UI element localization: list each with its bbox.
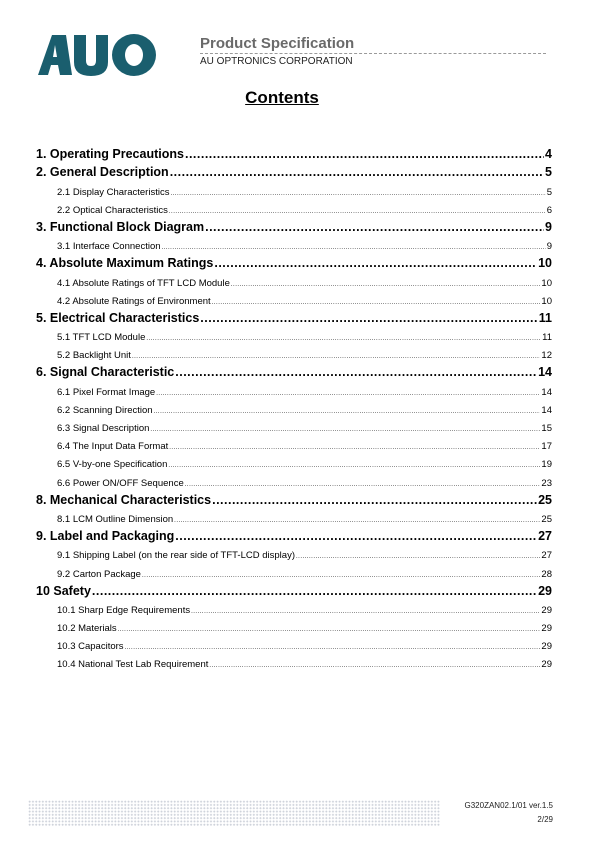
toc-entry-page: 5 xyxy=(545,165,552,180)
toc-dot-leader xyxy=(132,350,540,361)
toc-subsection-entry[interactable] xyxy=(36,470,552,488)
toc-entry-title: 2.2 Optical Characteristics xyxy=(57,204,168,216)
toc-section-entry[interactable] xyxy=(36,361,552,379)
toc-entry-title: 6.2 Scanning Direction xyxy=(57,404,153,416)
toc-entry-title: 4. Absolute Maximum Ratings xyxy=(36,256,214,271)
toc-entry-page: 29 xyxy=(541,623,552,635)
toc-entry-page: 9 xyxy=(545,219,552,234)
toc-entry-title: 10.1 Sharp Edge Requirements xyxy=(57,604,191,616)
toc-dot-leader xyxy=(146,332,541,343)
toc-entry-title: 6.1 Pixel Format Image xyxy=(57,386,156,398)
toc-dot-leader xyxy=(212,296,541,307)
toc-dot-leader xyxy=(209,659,540,670)
toc-dot-leader xyxy=(191,605,540,616)
toc-entry-title: 6. Signal Characteristic xyxy=(36,365,175,380)
toc-entry-title: 8. Mechanical Characteristics xyxy=(36,492,212,507)
toc-entry-title: 5. Electrical Characteristics xyxy=(36,310,200,325)
toc-entry-page: 11 xyxy=(542,332,552,344)
toc-subsection-entry[interactable] xyxy=(36,270,552,288)
toc-dot-leader xyxy=(185,147,544,161)
toc-section-entry[interactable] xyxy=(36,580,552,598)
toc-subsection-entry[interactable] xyxy=(36,325,552,343)
toc-entry-page: 4 xyxy=(545,147,552,162)
toc-subsection-entry[interactable] xyxy=(36,652,552,670)
toc-entry-title: 5.1 TFT LCD Module xyxy=(57,332,146,344)
toc-subsection-entry[interactable] xyxy=(36,234,552,252)
toc-subsection-entry[interactable] xyxy=(36,398,552,416)
toc-entry-title: 1. Operating Precautions xyxy=(36,147,184,162)
toc-entry-title: 3.1 Interface Connection xyxy=(57,241,161,253)
header-title: Product Specification xyxy=(200,35,355,52)
toc-dot-leader xyxy=(92,584,537,598)
toc-dot-leader xyxy=(200,311,537,325)
toc-dot-leader xyxy=(162,241,546,252)
toc-entry-title: 10.2 Materials xyxy=(57,623,117,635)
footer-doc-id: G320ZAN02.1/01 ver.1.5 xyxy=(464,801,553,810)
toc-dot-leader xyxy=(170,187,545,198)
toc-entry-page: 5 xyxy=(546,186,552,198)
toc-entry-title: 9.2 Carton Package xyxy=(57,568,141,580)
toc-dot-leader xyxy=(231,278,541,289)
toc-subsection-entry[interactable] xyxy=(36,198,552,216)
toc-subsection-entry[interactable] xyxy=(36,379,552,397)
toc-entry-title: 2. General Description xyxy=(36,165,169,180)
toc-entry-page: 14 xyxy=(541,404,552,416)
toc-entry-page: 27 xyxy=(541,550,552,562)
toc-entry-page: 19 xyxy=(541,459,552,471)
toc-dot-leader xyxy=(150,423,540,434)
toc-subsection-entry[interactable] xyxy=(36,434,552,452)
toc-entry-title: 10.4 National Test Lab Requirement xyxy=(57,659,209,671)
toc-entry-page: 29 xyxy=(541,641,552,653)
footer-dot-band xyxy=(28,800,440,826)
toc-subsection-entry[interactable] xyxy=(36,598,552,616)
header-company: AU OPTRONICS CORPORATION xyxy=(200,56,353,67)
toc-entry-page: 15 xyxy=(541,423,552,434)
toc-section-entry[interactable] xyxy=(36,143,552,161)
toc-entry-title: 9.1 Shipping Label (on the rear side of TFT-LCD display) xyxy=(57,550,295,562)
toc-subsection-entry[interactable] xyxy=(36,507,552,525)
toc-section-entry[interactable] xyxy=(36,525,552,543)
toc-entry-page: 25 xyxy=(541,513,552,525)
toc-subsection-entry[interactable] xyxy=(36,543,552,561)
toc-entry-title: 4.2 Absolute Ratings of Environment xyxy=(57,295,211,307)
toc-entry-title: 10 Safety xyxy=(36,583,91,598)
toc-entry-page: 6 xyxy=(546,204,552,216)
toc-entry-page: 12 xyxy=(541,350,552,362)
toc-section-entry[interactable] xyxy=(36,161,552,179)
toc-entry-page: 14 xyxy=(541,386,552,398)
toc-entry-page: 11 xyxy=(538,310,552,325)
page-title: Contents xyxy=(245,88,319,107)
toc-section-entry[interactable] xyxy=(36,252,552,270)
toc-dot-leader xyxy=(169,441,540,452)
toc-subsection-entry[interactable] xyxy=(36,452,552,470)
toc-dot-leader xyxy=(169,205,546,216)
toc-dot-leader xyxy=(175,529,537,543)
toc-section-entry[interactable] xyxy=(36,489,552,507)
toc-dot-leader xyxy=(170,165,544,179)
header-divider xyxy=(200,53,546,54)
toc-section-entry[interactable] xyxy=(36,307,552,325)
toc-entry-title: 3. Functional Block Diagram xyxy=(36,219,205,234)
toc-subsection-entry[interactable] xyxy=(36,561,552,579)
toc-entry-title: 4.1 Absolute Ratings of TFT LCD Module xyxy=(57,277,230,289)
footer-page-number: 2/29 xyxy=(537,815,553,824)
toc-subsection-entry[interactable] xyxy=(36,179,552,197)
toc-entry-page: 23 xyxy=(541,477,552,489)
toc-entry-page: 25 xyxy=(538,492,552,507)
toc-dot-leader xyxy=(205,220,544,234)
toc-entry-page: 10 xyxy=(541,295,552,307)
toc-dot-leader xyxy=(118,623,541,634)
toc-dot-leader xyxy=(174,514,540,525)
toc-dot-leader xyxy=(156,387,540,398)
auo-logo-mark xyxy=(38,33,158,77)
toc-entry-title: 10.3 Capacitors xyxy=(57,641,124,653)
toc-entry-page: 17 xyxy=(541,441,552,453)
toc-entry-page: 29 xyxy=(541,659,552,671)
toc-entry-title: 8.1 LCM Outline Dimension xyxy=(57,513,174,525)
toc-entry-page: 29 xyxy=(538,583,552,598)
toc-entry-page: 10 xyxy=(538,256,552,271)
toc-dot-leader xyxy=(212,493,537,507)
toc-dot-leader xyxy=(154,405,541,416)
toc-section-entry[interactable] xyxy=(36,216,552,234)
toc-dot-leader xyxy=(175,365,537,379)
toc-dot-leader xyxy=(125,641,541,652)
toc-entry-title: 9. Label and Packaging xyxy=(36,529,175,544)
toc-subsection-entry[interactable] xyxy=(36,343,552,361)
auo-logo xyxy=(38,33,158,77)
toc-dot-leader xyxy=(142,569,540,580)
toc-entry-page: 29 xyxy=(541,604,552,616)
toc-entry-title: 2.1 Display Characteristics xyxy=(57,186,170,198)
toc-dot-leader xyxy=(168,459,540,470)
toc-entry-page: 14 xyxy=(538,365,552,380)
toc-dot-leader xyxy=(214,256,537,270)
toc-dot-leader xyxy=(296,550,540,561)
toc-entry-page: 9 xyxy=(546,241,552,253)
toc-entry-title: 6.4 The Input Data Format xyxy=(57,441,169,453)
toc-entry-title: 5.2 Backlight Unit xyxy=(57,350,131,362)
toc-entry-title: 6.6 Power ON/OFF Sequence xyxy=(57,477,184,489)
toc-subsection-entry[interactable] xyxy=(36,634,552,652)
toc-subsection-entry[interactable] xyxy=(36,416,552,434)
toc-entry-page: 28 xyxy=(541,568,552,580)
toc-entry-title: 6.5 V-by-one Specification xyxy=(57,459,168,471)
toc-entry-title: 6.3 Signal Description xyxy=(57,423,150,434)
table-of-contents xyxy=(36,143,552,670)
toc-entry-page: 10 xyxy=(541,277,552,289)
toc-subsection-entry[interactable] xyxy=(36,616,552,634)
toc-subsection-entry[interactable] xyxy=(36,289,552,307)
toc-dot-leader xyxy=(185,478,541,489)
toc-entry-page: 27 xyxy=(538,529,552,544)
